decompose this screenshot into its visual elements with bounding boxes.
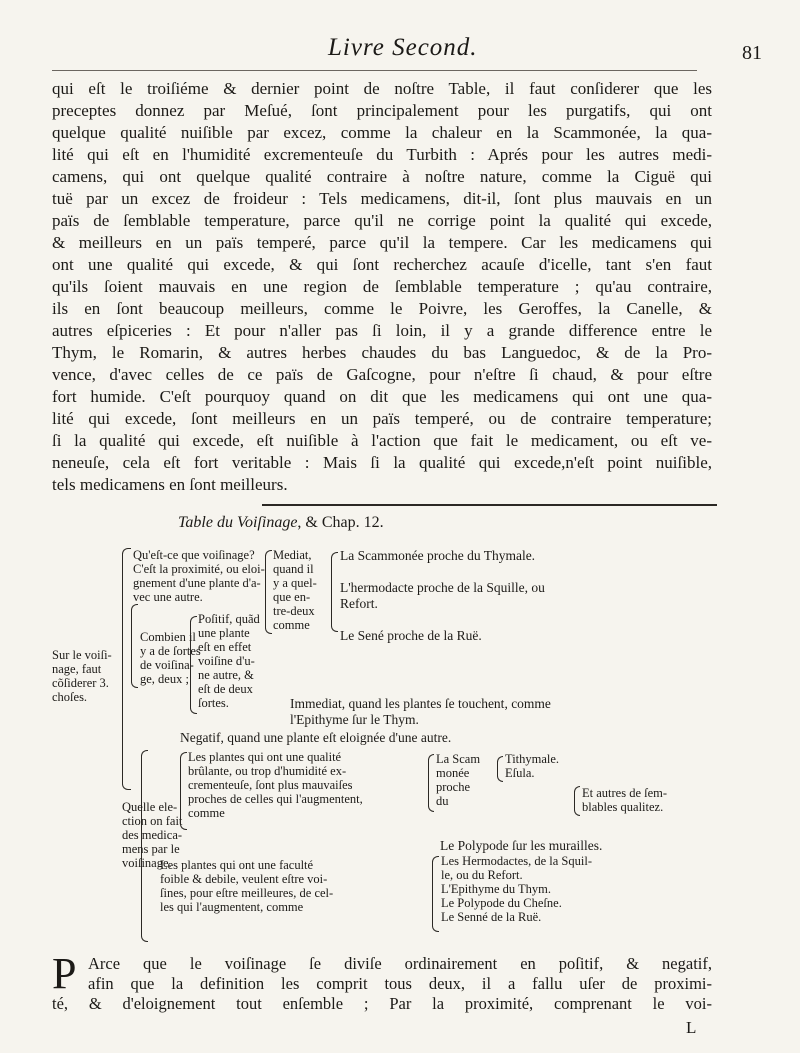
good-example: Le Senné de la Ruë. xyxy=(441,910,542,924)
q2-line: Combien il xyxy=(140,630,196,644)
mediat-example-3: Refort. xyxy=(340,596,378,611)
good-example: L'Epithyme du Thym. xyxy=(441,882,551,896)
scam-line: monée xyxy=(436,766,470,780)
scam-targets-brace xyxy=(497,756,503,782)
scam-targets xyxy=(505,752,559,780)
drop-cap: P xyxy=(52,949,77,998)
positif-description xyxy=(198,612,260,710)
mediat-line: y a quel- xyxy=(273,576,317,590)
q1-line: Qu'eſt-ce que voiſinage? xyxy=(133,548,255,562)
polypode-line: Le Polypode ſur les murailles. xyxy=(440,838,603,853)
bad-plants-text xyxy=(188,750,363,820)
mediat-example-1: La Scammonée proche du Thymale. xyxy=(340,548,536,563)
bad-plants-line: proches de celles qui l'augmentent, xyxy=(188,792,363,806)
good-example: Les Hermodactes, de la Squil- xyxy=(441,854,592,868)
positif-line: Poſitif, quãd xyxy=(198,612,260,626)
bad-plants-line: crementeuſe, ſont plus mauvaiſes xyxy=(188,778,353,792)
running-head-title: Livre Second. xyxy=(328,34,478,61)
mediat-line: que en- xyxy=(273,590,311,604)
mediat-line: tre-deux xyxy=(273,604,315,618)
body-line: ils en ſont beaucoup meilleurs, comme le Poivre, les Geroffes, la Canelle, & xyxy=(52,299,712,318)
scam-brace xyxy=(428,754,434,812)
bad-plants-line: Les plantes qui ont une qualité xyxy=(188,750,342,764)
page-number: 81 xyxy=(742,42,762,64)
body-line: fort humide. C'eſt pourquoy quand on dit que les medicamens qui ont une qua- xyxy=(52,387,712,406)
body-line: neneuſe, cela eſt fort veritable : Mais ſi la qualité qui excede,n'eſt point nuiſible, xyxy=(52,453,712,472)
q3-line: Quelle ele- xyxy=(122,800,178,814)
closing-line: té, & d'eloignement tout enſemble ; Par la proximité, comprenant le voi- xyxy=(52,994,712,1013)
label-line: choſes. xyxy=(52,690,88,704)
bad-plants-brace xyxy=(180,752,187,830)
body-line: Thym, le Romarin, & autres herbes chaudes du bas Languedoc, & de la Pro- xyxy=(52,343,712,362)
body-line: lité qui excede, ſont meilleurs en un païs temperé, ou de contraire temperature; xyxy=(52,409,712,428)
body-line: qui eſt le troiſiéme & dernier point de noſtre Table, il faut conſiderer que les xyxy=(52,79,712,98)
q3-line: des medica- xyxy=(122,828,183,842)
scam-target: Eſula. xyxy=(505,766,535,780)
q1-line: vec une autre. xyxy=(133,590,203,604)
body-line: quelque qualité nuiſible par excez, comme la chaleur en la Scammonée, la qua- xyxy=(52,123,712,142)
scam-other xyxy=(582,786,667,814)
table-root-label xyxy=(52,648,112,704)
good-plants-line: les qui l'augmentent, comme xyxy=(160,900,304,914)
body-line: ont une qualité qui excede, & qui ſont recherchez acauſe d'icelle, tant s'en faut xyxy=(52,255,712,274)
body-line: vence, d'avec celles de ce païs de Gaſcogne, pour n'eſtre ſi chaud, & pour eſtre xyxy=(52,365,712,384)
q3-line: ction on fait xyxy=(122,814,183,828)
scam-line: La Scam xyxy=(436,752,481,766)
closing-line: afin que la definition les comprit tous deux, il a fallu uſer de proximi- xyxy=(88,974,712,993)
bad-plants-line: brûlante, ou trop d'humidité ex- xyxy=(188,764,347,778)
q2-line: y a de ſortes xyxy=(140,644,201,658)
label-line: nage, faut xyxy=(52,662,102,676)
table-title-rest: , & Chap. 12. xyxy=(297,514,384,531)
body-line: & meilleurs en un païs temperé, parce qu'il la tempere. Car les medicamens qui xyxy=(52,233,712,252)
scam-line: du xyxy=(436,794,449,808)
good-plants-text xyxy=(160,858,333,914)
q1-line: gnement d'une plante d'a- xyxy=(133,576,261,590)
q1-line: C'eſt la proximité, ou eloi- xyxy=(133,562,265,576)
scam-other-line: blables qualitez. xyxy=(582,800,664,814)
mediat-line: comme xyxy=(273,618,310,632)
scam-other-brace xyxy=(574,786,580,816)
section-rule xyxy=(262,504,717,506)
immediat-line-2: l'Epithyme ſur le Thym. xyxy=(290,712,419,727)
positif-line: eſt de deux xyxy=(198,682,253,696)
header-rule xyxy=(52,70,697,71)
scam-group xyxy=(436,752,480,808)
body-line: camens, qui ont quelque qualité contraire à noſtre nature, comme la Ciguë qui xyxy=(52,167,712,186)
mediat-line: quand il xyxy=(273,562,314,576)
good-plants-line: foible & debile, veulent eſtre voi- xyxy=(160,872,328,886)
positif-line: eſt en effet xyxy=(198,640,252,654)
body-line: ſi la qualité qui excede, eſt nuiſible à l'action que fait le medicament, ou eſt ve- xyxy=(52,431,712,450)
mediat-line: Mediat, xyxy=(273,548,312,562)
label-line: Sur le voiſi- xyxy=(52,648,112,662)
negatif-line: Negatif, quand une plante eſt eloignée d'une autre. xyxy=(180,730,452,745)
body-line: tels medicamens en ſont meilleurs. xyxy=(52,475,288,494)
immediat-line-1: Immediat, quand les plantes ſe touchent, comme xyxy=(290,696,551,711)
q2-line: ge, deux ; xyxy=(140,672,189,686)
body-line: tuë par un excez de froideur : Tels medicamens, dit-il, ſont plus mauvais en un xyxy=(52,189,712,208)
table-title xyxy=(178,514,384,532)
mediat-examples-brace xyxy=(331,552,338,632)
good-examples-brace xyxy=(432,856,439,932)
body-line: qu'ils ſoient mauvais en une region de ſemblable temperature ; qu'au contraire, xyxy=(52,277,712,296)
scam-line: proche xyxy=(436,780,471,794)
label-line: cõſiderer 3. xyxy=(52,676,109,690)
body-line: païs de ſemblable temperature, parce qu'il ne corrige point la qualité qui excede, xyxy=(52,211,712,230)
mediat-example-4: Le Sené proche de la Ruë. xyxy=(340,628,482,643)
positif-line: voiſine d'u- xyxy=(198,654,255,668)
mediat-label xyxy=(273,548,317,632)
closing-line: Arce que le voiſinage ſe diviſe ordinairement en poſitif, & negatif, xyxy=(88,954,712,973)
q3-line: voiſinage. xyxy=(122,856,172,870)
mediat-example-2: L'hermodacte proche de la Squille, ou xyxy=(340,580,545,595)
q2-line: de voiſina- xyxy=(140,658,194,672)
body-line: lité qui eſt en l'humidité excrementeuſe du Turbith : Aprés pour les autres medi- xyxy=(52,145,712,164)
q3-line: mens par le xyxy=(122,842,180,856)
good-examples xyxy=(441,854,592,924)
mediat-brace xyxy=(265,550,272,634)
positif-brace xyxy=(190,616,197,714)
q1-definition xyxy=(133,548,265,604)
positif-line: ne autre, & xyxy=(198,668,254,682)
positif-line: une plante xyxy=(198,626,250,640)
scam-other-line: Et autres de ſem- xyxy=(582,786,668,800)
q2-brace xyxy=(131,604,138,688)
table-title-italic: Table du Voiſinage xyxy=(178,514,298,531)
bad-plants-line: comme xyxy=(188,806,225,820)
body-line: preceptes donnez par Meſué, ſont principalement pour les purgatifs, qui ont xyxy=(52,101,712,120)
good-plants-line: ſines, pour eſtre meilleures, de cel- xyxy=(160,886,334,900)
signature-mark: L xyxy=(686,1018,697,1037)
body-line: autres eſpiceries : Et pour n'aller pas ſi loin, il y a grande difference entre le xyxy=(52,321,712,340)
positif-line: ſortes. xyxy=(198,696,229,710)
good-example: Le Polypode du Cheſne. xyxy=(441,896,562,910)
good-example: le, ou du Refort. xyxy=(441,868,523,882)
scam-target: Tithymale. xyxy=(505,752,560,766)
good-plants-line: Les plantes qui ont une faculté xyxy=(160,858,314,872)
root-brace xyxy=(122,548,131,790)
